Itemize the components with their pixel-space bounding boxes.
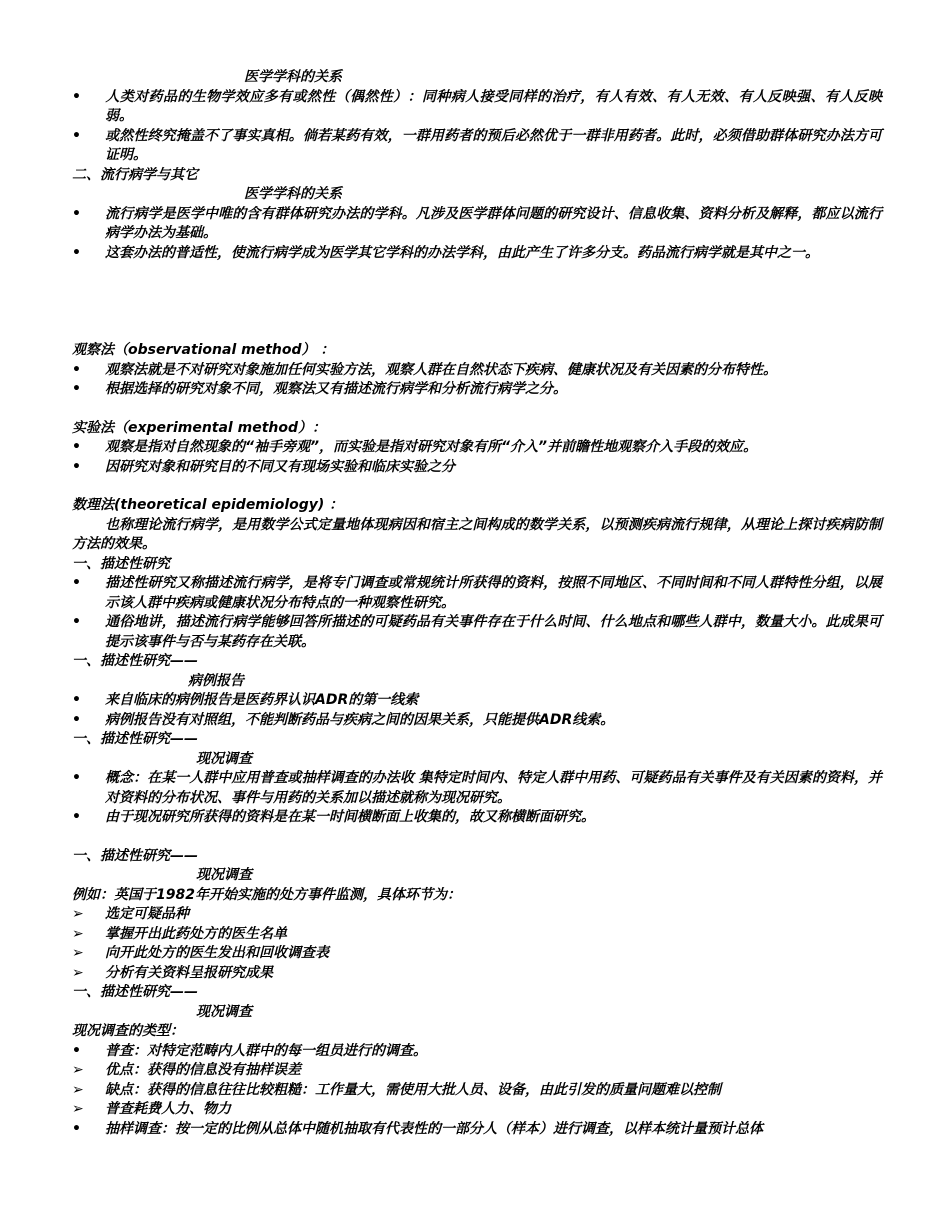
bullet-text: 病例报告没有对照组，不能判断药品与疾病之间的因果关系，只能提供ADR线索。	[105, 711, 615, 728]
section-title: 医学学科的关系	[244, 186, 342, 202]
bullet-item	[72, 127, 882, 166]
dot-bullet-icon: •	[72, 1120, 81, 1137]
arrow-bullet-icon: ➢	[72, 945, 84, 961]
bullet-item	[72, 244, 882, 264]
bullet-item	[72, 1100, 882, 1120]
bullet-item	[72, 925, 882, 945]
dot-bullet-icon: •	[72, 614, 81, 630]
heading-line: 一、描述性研究	[72, 555, 170, 572]
dot-bullet-icon: •	[72, 127, 81, 144]
dot-bullet-icon: •	[72, 439, 81, 455]
heading-line: 观察法（observational method） ：	[72, 342, 335, 358]
dot-bullet-icon: •	[72, 1042, 81, 1059]
heading-line: 二、流行病学与其它	[72, 166, 198, 183]
bullet-text: 优点：获得的信息没有抽样误差	[105, 1062, 301, 1078]
bullet-text: 描述性研究又称描述流行病学，是将专门调查或常规统计所获得的资料，按照不同地区、不同时间和不同人群特性分组，以展示该人群中疾病或健康状况分布特点的一种观察性研究。	[105, 575, 882, 611]
heading-line: 一、描述性研究——	[72, 653, 198, 669]
heading-line: 一、描述性研究——	[72, 847, 198, 864]
arrow-bullet-icon: ➢	[72, 964, 84, 981]
dot-bullet-icon: •	[72, 88, 81, 105]
bullet-item	[72, 691, 882, 711]
heading-line: 现况调查的类型：	[72, 1023, 184, 1039]
section-title: 医学学科的关系	[244, 69, 342, 85]
bullet-item	[72, 905, 882, 925]
bullet-item	[72, 458, 882, 478]
bullet-text: 选定可疑品种	[105, 906, 189, 922]
bullet-item	[72, 1042, 882, 1062]
bullet-text: 或然性终究掩盖不了事实真相。倘若某药有效，一群用药者的预后必然优于一群非用药者。此时，必须借助群体研究办法方可证明。	[105, 127, 882, 163]
dot-bullet-icon: •	[72, 458, 81, 475]
bullet-item	[72, 1081, 882, 1101]
bullet-text: 这套办法的普适性，使流行病学成为医学其它学科的办法学科，由此产生了许多分支。药品流行病学就是其中之一。	[105, 244, 819, 261]
bullet-text: 来自临床的病例报告是医药界认识ADR的第一线索	[105, 692, 419, 708]
bullet-text: 通俗地讲，描述流行病学能够回答所描述的可疑药品有关事件存在于什么时间、什么地点和哪些人群中，数量大小。此成果可提示该事件与否与某药存在关联。	[105, 614, 882, 650]
arrow-bullet-icon: ➢	[72, 1081, 84, 1098]
subsection-title: 现况调查	[196, 867, 252, 883]
bullet-item	[72, 380, 882, 400]
bullet-item	[72, 205, 882, 244]
bullet-item	[72, 361, 882, 381]
bullet-text: 观察法就是不对研究对象施加任何实验方法，观察人群在自然状态下疾病、健康状况及有关因素的分布特性。	[105, 361, 777, 378]
arrow-bullet-icon: ➢	[72, 1062, 84, 1078]
dot-bullet-icon: •	[72, 575, 81, 591]
paragraph: 也称理论流行病学，是用数学公式定量地体现病因和宿主之间构成的数学关系，以预测疾病流行规律，从理论上探讨疾病防制方法的效果。	[72, 516, 882, 552]
heading-line: 数理法(theoretical epidemiology) ：	[72, 497, 344, 513]
arrow-bullet-icon: ➢	[72, 906, 84, 922]
bullet-item	[72, 574, 882, 613]
bullet-text: 掌握开出此药处方的医生名单	[105, 925, 287, 942]
bullet-text: 因研究对象和研究目的不同又有现场实验和临床实验之分	[105, 458, 455, 475]
heading-line: 一、描述性研究——	[72, 731, 198, 747]
bullet-item	[72, 964, 882, 984]
spacer	[72, 828, 882, 847]
arrow-bullet-icon: ➢	[72, 925, 84, 942]
dot-bullet-icon: •	[72, 809, 81, 825]
bullet-text: 普查耗费人力、物力	[105, 1101, 231, 1117]
dot-bullet-icon: •	[72, 244, 81, 261]
subsection-title: 病例报告	[188, 672, 244, 689]
bullet-text: 由于现况研究所获得的资料是在某一时间横断面上收集的，故又称横断面研究。	[105, 809, 595, 825]
bullet-item	[72, 944, 882, 964]
heading-line: 一、描述性研究——	[72, 984, 198, 1000]
bullet-item	[72, 613, 882, 652]
bullet-text: 缺点：获得的信息往往比较粗糙：工作量大，需使用大批人员、设备，由此引发的质量问题难以控制	[105, 1081, 721, 1098]
bullet-text: 人类对药品的生物学效应多有或然性（偶然性）：同种病人接受同样的治疗，有人有效、有人无效、有人反映强、有人反映弱。	[105, 88, 882, 124]
bullet-text: 流行病学是医学中唯的含有群体研究办法的学科。凡涉及医学群体问题的研究设计、信息收集、资料分析及解释，都应以流行病学办法为基础。	[105, 205, 882, 241]
bullet-item	[72, 1061, 882, 1081]
bullet-item	[72, 711, 882, 731]
bullet-item	[72, 438, 882, 458]
spacer	[72, 477, 882, 496]
document-page	[72, 68, 882, 1139]
heading-line: 例如：英国于1982年开始实施的处方事件监测，具体环节为：	[72, 886, 461, 903]
spacer	[72, 400, 882, 419]
dot-bullet-icon: •	[72, 692, 81, 708]
dot-bullet-icon: •	[72, 770, 81, 786]
bullet-text: 根据选择的研究对象不同，观察法又有描述流行病学和分析流行病学之分。	[105, 381, 567, 397]
spacer	[72, 263, 882, 341]
heading-line: 实验法（experimental method）：	[72, 419, 326, 436]
subsection-title: 现况调查	[196, 1003, 252, 1020]
bullet-text: 向开此处方的医生发出和回收调查表	[105, 945, 329, 961]
bullet-text: 普查：对特定范畴内人群中的每一组员进行的调查。	[105, 1042, 427, 1059]
bullet-item	[72, 1120, 882, 1140]
bullet-text: 分析有关资料呈报研究成果	[105, 964, 273, 981]
bullet-item	[72, 808, 882, 828]
dot-bullet-icon: •	[72, 205, 81, 222]
bullet-item	[72, 88, 882, 127]
arrow-bullet-icon: ➢	[72, 1101, 84, 1117]
bullet-text: 概念：在某一人群中应用普查或抽样调查的办法收 集特定时间内、特定人群中用药、可疑药品有关事件及有关因素的资料，并对资料的分布状况、事件与用药的关系加以描述就称为现况研究。	[105, 770, 882, 806]
dot-bullet-icon: •	[72, 711, 81, 728]
bullet-text: 观察是指对自然现象的“袖手旁观”，而实验是指对研究对象有所“介入”并前瞻性地观察介入手段的效应。	[105, 439, 758, 455]
dot-bullet-icon: •	[72, 361, 81, 378]
dot-bullet-icon: •	[72, 381, 81, 397]
bullet-item	[72, 769, 882, 808]
subsection-title: 现况调查	[196, 750, 252, 767]
bullet-text: 抽样调查：按一定的比例从总体中随机抽取有代表性的一部分人（样本）进行调查，以样本统计量预计总体	[105, 1120, 763, 1137]
